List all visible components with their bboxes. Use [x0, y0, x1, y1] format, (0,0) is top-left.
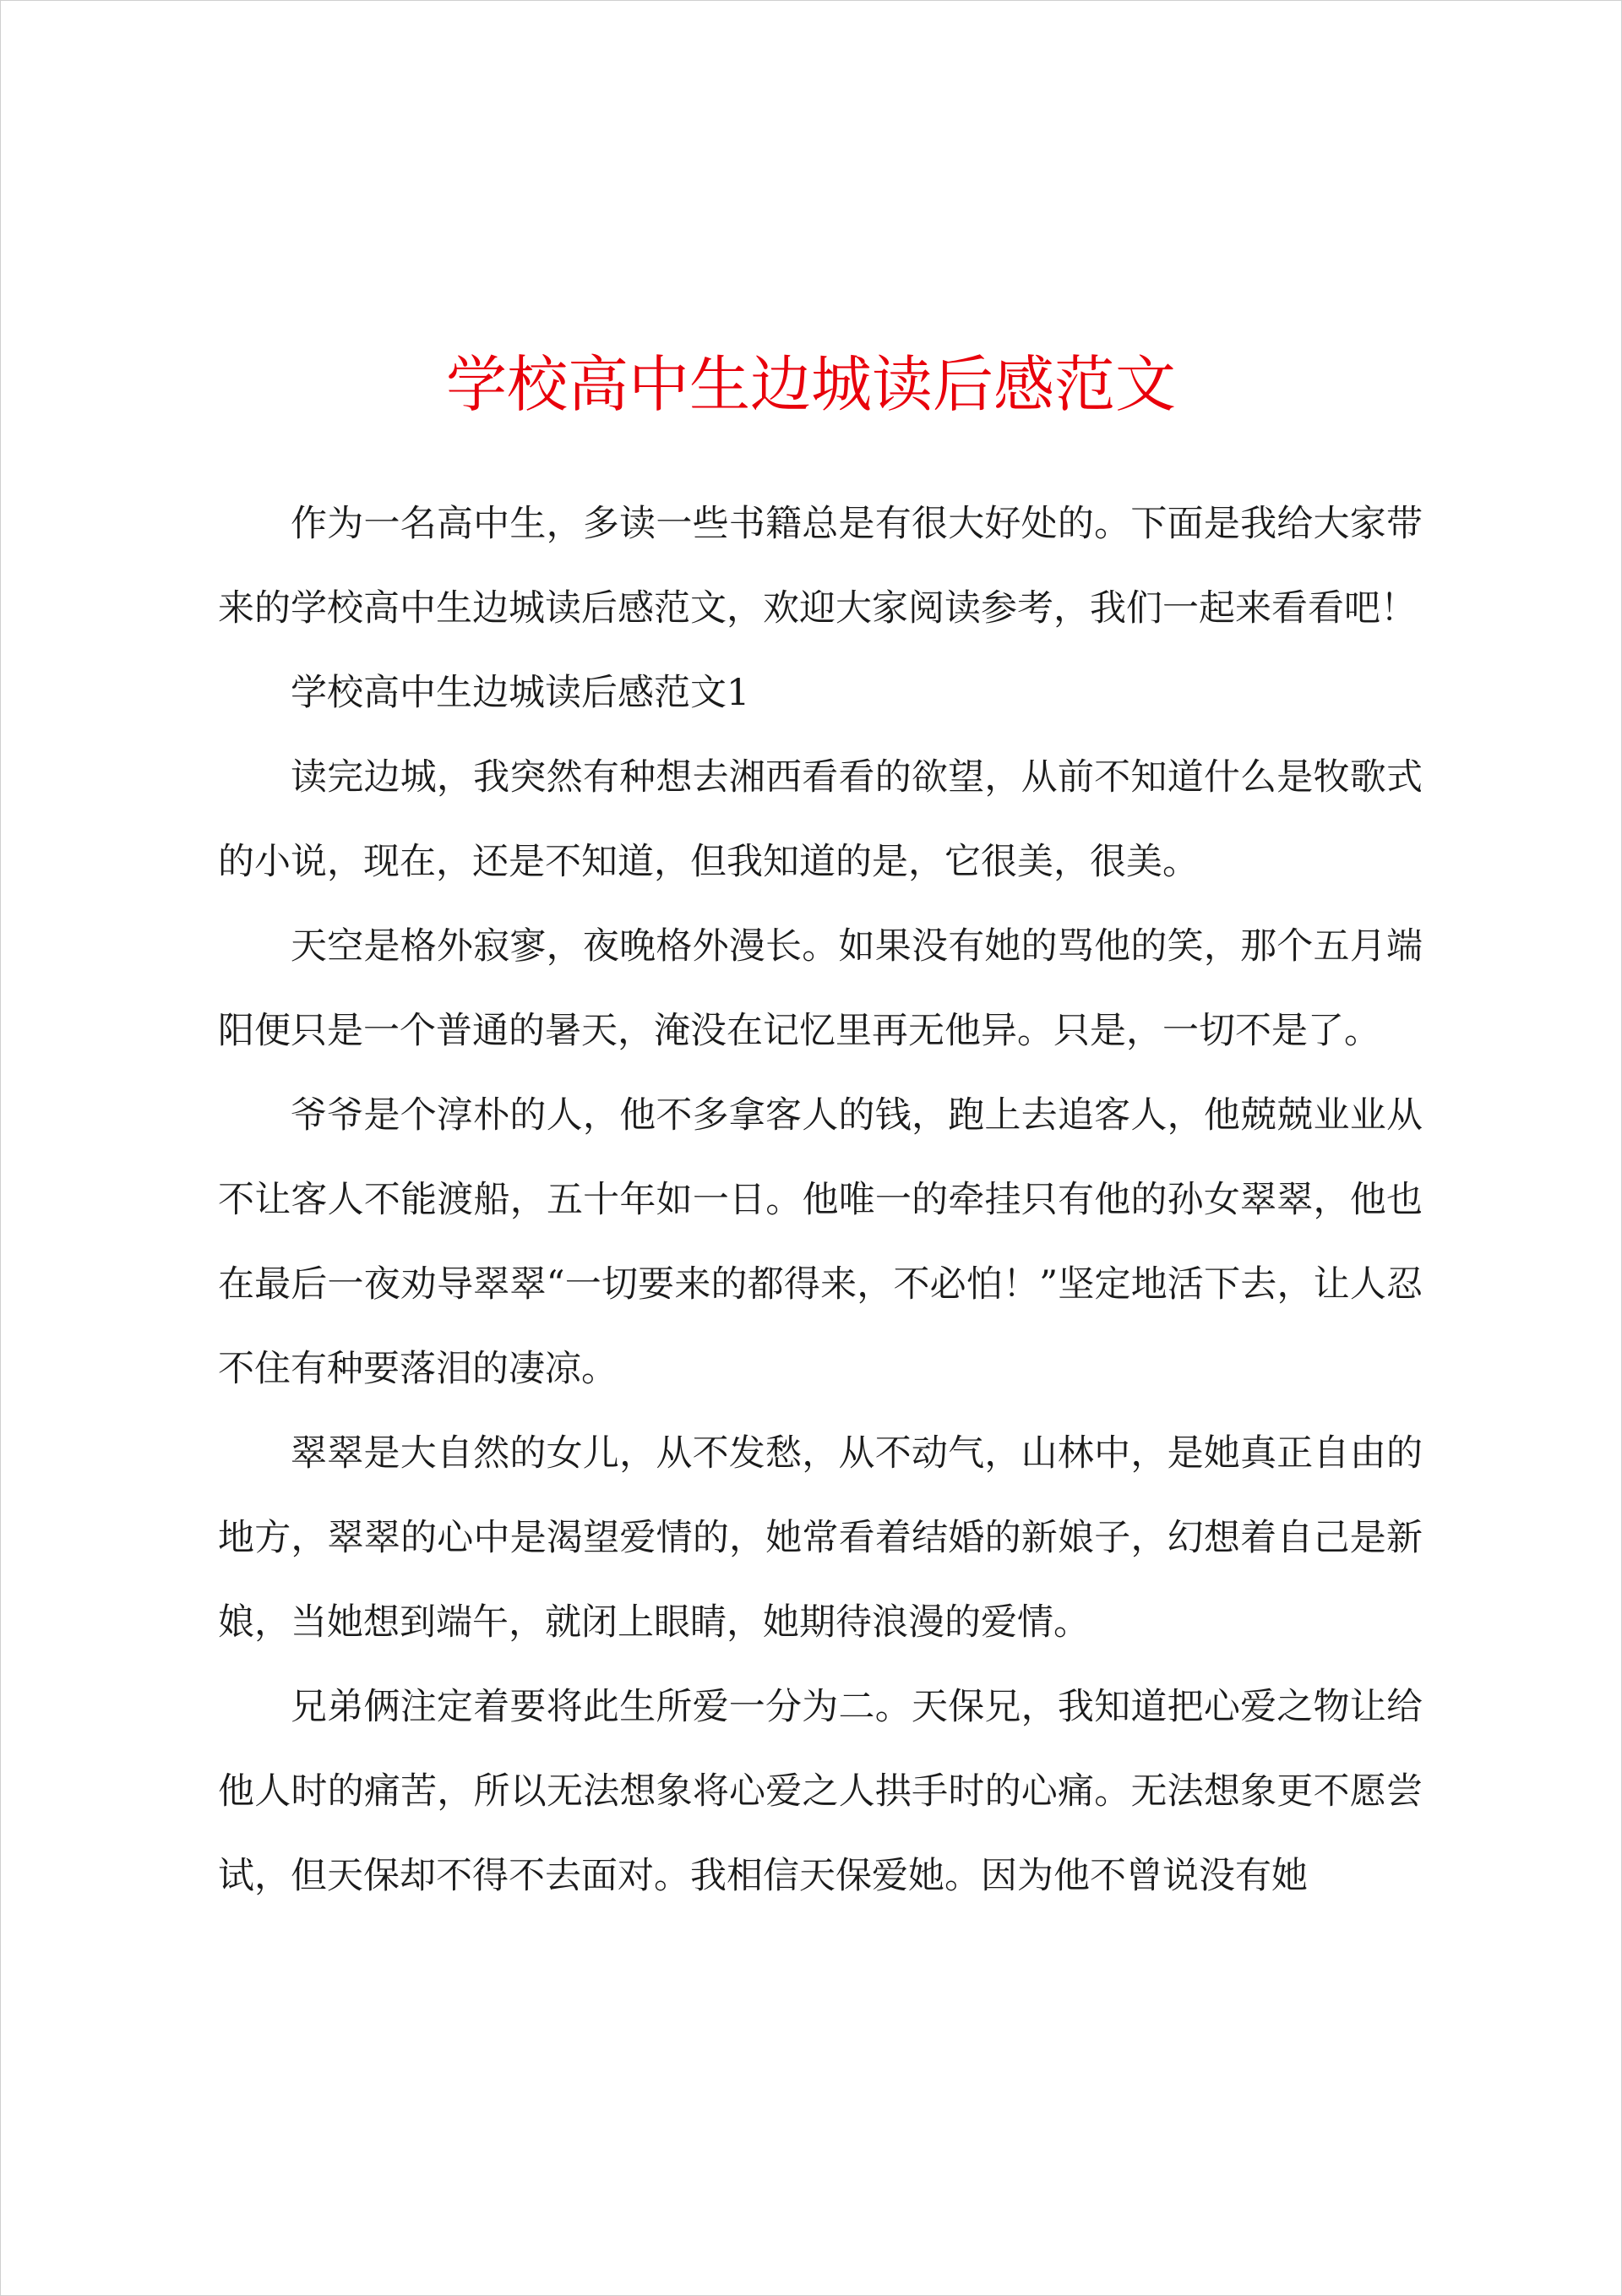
body-paragraph: 翠翠是大自然的女儿，从不发愁，从不动气，山林中，是她真正自由的地方，翠翠的心中是渴望爱情的，她常看着结婚的新娘子，幻想着自己是新娘，当她想到端午，就闭上眼睛，她期待浪漫的爱情。	[218, 1432, 1423, 1644]
body-paragraph: 兄弟俩注定着要将此生所爱一分为二。天保兄，我知道把心爱之物让给他人时的痛苦，所以无法想象将心爱之人拱手时的心痛。无法想象更不愿尝试，但天保却不得不去面对。我相信天保爱她。因为他不曾说没有她	[218, 1686, 1423, 1897]
body-paragraph: 爷爷是个淳朴的人，他不多拿客人的钱，跑上去追客人，他兢兢业业从不让客人不能渡船，五十年如一日。他唯一的牵挂只有他的孙女翠翠，他也在最后一夜劝导翠翠“一切要来的都得来，不必怕！”坚定地活下去，让人忍不住有种要落泪的凄凉。	[218, 1094, 1423, 1390]
section-heading: 学校高中生边城读后感范文1	[291, 672, 750, 714]
body-paragraph: 天空是格外寂寥，夜晚格外漫长。如果没有她的骂他的笑，那个五月端阳便只是一个普通的暑天，淹没在记忆里再无他异。只是，一切不是了。	[218, 925, 1423, 1052]
intro-paragraph: 作为一名高中生，多读一些书籍总是有很大好处的。下面是我给大家带来的学校高中生边城读后感范文，欢迎大家阅读参考，我们一起来看看吧！	[218, 503, 1423, 630]
document-body	[218, 482, 1423, 1918]
body-paragraph: 读完边城，我突然有种想去湘西看看的欲望，从前不知道什么是牧歌式的小说，现在，还是不知道，但我知道的是，它很美，很美。	[218, 756, 1423, 883]
document-title: 学校高中生边城读后感范文	[445, 349, 1176, 420]
